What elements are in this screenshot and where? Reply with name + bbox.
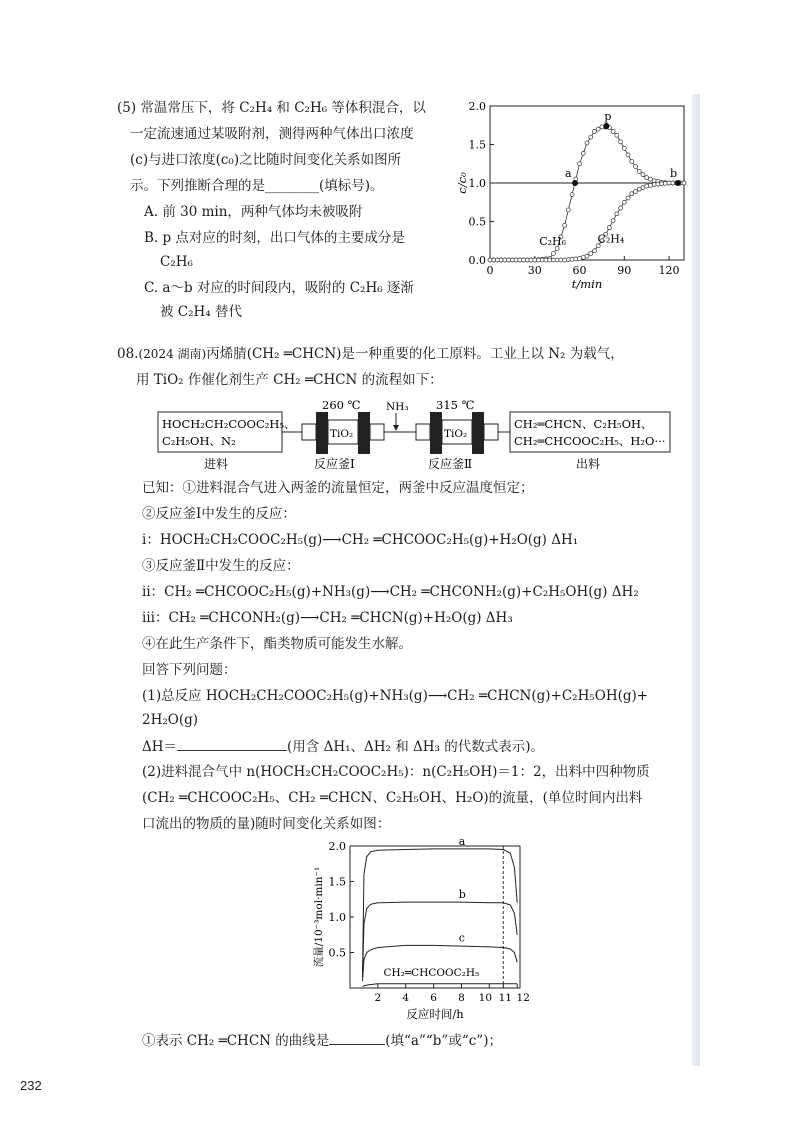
- reactor1-temp: 260 ℃: [322, 398, 361, 412]
- data-point: [574, 257, 578, 261]
- reactor1-outlet: [370, 424, 384, 440]
- product-text-1: CH₂═CHCN、C₂H₅OH、: [514, 417, 653, 431]
- data-point: [656, 182, 660, 186]
- y-tick-label: 1.0: [328, 911, 346, 924]
- data-point: [626, 196, 630, 200]
- data-point: [592, 129, 596, 133]
- key-point-a: [572, 180, 578, 186]
- dh-suffix: (用含 ΔH₁、ΔH₂ 和 ΔH₃ 的代数式表示)。: [287, 739, 545, 755]
- reactor1-label: 反应釜Ⅰ: [314, 457, 355, 471]
- y-axis-label: 流量/10⁻³mol·min⁻¹: [313, 866, 325, 968]
- x-axis-label: t/min: [571, 277, 603, 291]
- q5-option-b-cont: C₂H₆: [160, 254, 193, 270]
- series-line-0: [363, 849, 518, 974]
- product-label: 出料: [576, 457, 601, 471]
- reactor2-temp: 315 ℃: [436, 398, 475, 412]
- data-point: [611, 219, 615, 223]
- reactor2-inlet: [416, 424, 430, 440]
- data-point: [622, 200, 626, 204]
- x-tick-label: 6: [430, 992, 437, 1004]
- key-point-label: b: [670, 167, 678, 180]
- data-point: [592, 249, 596, 253]
- reactor1-inlet: [302, 424, 316, 440]
- data-point: [581, 151, 585, 155]
- y-tick-label: 0.5: [328, 946, 346, 960]
- data-point: [611, 129, 615, 133]
- annotation-ester: CH₂═CHCOOC₂H₅: [383, 966, 480, 979]
- nh3-arrowhead: [393, 425, 399, 431]
- q2-line-2: (CH₂ ═CHCOOC₂H₅、CH₂ ═CHCN、C₂H₅OH、H₂O)的流量，(单位时间内出料: [142, 790, 643, 806]
- known-1: 已知：①进料混合气进入两釜的流量恒定，两釜中反应温度恒定；: [142, 480, 534, 496]
- data-point: [645, 184, 649, 188]
- data-point: [600, 125, 604, 129]
- data-point: [589, 251, 593, 255]
- known-3: ③反应釜Ⅱ中发生的反应：: [142, 558, 300, 574]
- data-point: [578, 162, 582, 166]
- q5-option-b: B. p 点对应的时刻，出口气体的主要成分是: [144, 230, 405, 246]
- x-tick-label: 12: [516, 992, 530, 1004]
- series-label-b: b: [458, 888, 466, 902]
- q5-option-c-cont: 被 C₂H₄ 替代: [160, 304, 243, 320]
- data-point: [637, 169, 641, 173]
- q2-sub-prefix: ①表示 CH₂ ═CHCN 的曲线是: [142, 1033, 330, 1049]
- data-point: [652, 179, 656, 183]
- y-tick-label: 2.0: [468, 100, 486, 113]
- y-tick-label: 2.0: [328, 840, 346, 853]
- nh3-label: NH₃: [386, 401, 409, 413]
- data-point: [589, 135, 593, 139]
- q2-sub-1: [142, 1030, 502, 1051]
- q08-header: [117, 344, 624, 364]
- q5-line-2: 一定流速通过某吸附剂，测得两种气体出口浓度: [130, 126, 414, 142]
- x-tick-label: 2: [374, 992, 382, 1004]
- answer-blank-dh[interactable]: [177, 736, 287, 751]
- q5-line-3: (c)与进口浓度(c₀)之比随时间变化关系如图所: [130, 152, 402, 168]
- data-point: [663, 181, 667, 185]
- data-point: [563, 223, 567, 227]
- data-point: [566, 208, 570, 212]
- reactor1-catalyst: TiO₂: [330, 428, 354, 440]
- feed-text-2: C₂H₅OH、N₂: [162, 434, 236, 448]
- key-point-label: a: [565, 167, 572, 180]
- series-label-c: c: [458, 931, 465, 945]
- x-tick-label: 10: [478, 992, 493, 1004]
- reactor2-outlet: [484, 424, 498, 440]
- data-point: [630, 159, 634, 163]
- data-point: [652, 183, 656, 187]
- reactor2-flange-right: [472, 412, 484, 454]
- data-point: [570, 193, 574, 197]
- dh-prefix: ΔH＝: [142, 739, 178, 755]
- q5-option-a: A. 前 30 min，两种气体均未被吸附: [144, 204, 363, 220]
- known-2: ②反应釜Ⅰ中发生的反应：: [142, 506, 296, 522]
- data-point: [615, 212, 619, 216]
- reactor2-flange-left: [430, 412, 442, 454]
- data-point: [660, 182, 664, 186]
- data-point: [682, 181, 686, 185]
- x-tick-label: 11: [498, 992, 512, 1004]
- key-point-b: [675, 180, 681, 186]
- data-point: [622, 146, 626, 150]
- data-point: [570, 257, 574, 261]
- data-point: [630, 192, 634, 196]
- key-point-label: p: [604, 110, 612, 124]
- series-line-3: [363, 984, 518, 987]
- q08-source: (2024 湖南): [138, 347, 207, 361]
- q1-line-2: 2H₂O(g): [142, 712, 199, 728]
- reactor1-flange-left: [316, 412, 328, 454]
- feed-text-1: HOCH₂CH₂COOC₂H₅、: [162, 417, 296, 431]
- x-tick-label: 8: [458, 992, 465, 1004]
- data-point: [585, 254, 589, 258]
- series-label: C₂H₆: [539, 234, 567, 248]
- q1-line-1: (1)总反应 HOCH₂CH₂COOC₂H₅(g)+NH₃(g)⟶CH₂ ═CHCN(g)+C₂H₅OH(g)+: [142, 688, 649, 704]
- reactor2-catalyst: TiO₂: [444, 428, 468, 440]
- data-point: [596, 127, 600, 131]
- data-point: [619, 140, 623, 144]
- x-tick-label: 120: [658, 264, 680, 277]
- data-point: [615, 133, 619, 137]
- chart-concentration-ratio: [448, 96, 696, 302]
- y-tick-label: 1.5: [468, 138, 486, 152]
- y-tick-label: 1.5: [328, 875, 346, 889]
- product-text-2: CH₂═CHCOOC₂H₅、H₂O···: [514, 434, 666, 448]
- reaction-ii: ⅱ：CH₂ ═CHCOOC₂H₅(g)+NH₃(g)⟶CH₂ ═CHCONH₂(g)+C₂H₅OH(g) ΔH₂: [142, 584, 639, 600]
- x-tick-label: 0: [486, 264, 494, 277]
- reactor1-flange-right: [358, 412, 370, 454]
- q5-line-1: (5) 常温常压下，将 C₂H₄ 和 C₂H₆ 等体积混合，以: [117, 100, 426, 116]
- q2-line-3: 口流出的物质的量)随时间变化关系如图：: [142, 816, 391, 832]
- y-tick-label: 1.0: [468, 177, 486, 190]
- q08-intro-1: 丙烯腈(CH₂ ═CHCN)是一种重要的化工原料。工业上以 N₂ 为载气，: [206, 346, 624, 362]
- chart-flow-rate: [300, 836, 540, 1026]
- series-label: C₂H₄: [597, 232, 625, 246]
- q08-number: 08.: [117, 346, 139, 362]
- q5-line-4: 示。下列推断合理的是________(填标号)。: [130, 178, 384, 194]
- data-point: [563, 258, 567, 262]
- q5-option-c: C. a～b 对应的时间段内，吸附的 C₂H₆ 逐渐: [144, 280, 414, 296]
- y-tick-label: 0.5: [468, 215, 486, 229]
- x-axis-label: 反应时间/h: [406, 1007, 464, 1021]
- x-tick-label: 90: [617, 264, 632, 277]
- data-point: [607, 226, 611, 230]
- q2-sub-suffix: (填“a”“b”或“c”)；: [385, 1033, 502, 1049]
- x-tick-label: 4: [402, 992, 410, 1004]
- series-label-a: a: [458, 836, 466, 848]
- x-tick-label: 60: [572, 264, 587, 277]
- reaction-i: ⅰ：HOCH₂CH₂COOC₂H₅(g)⟶CH₂ ═CHCOOC₂H₅(g)+H₂O(g) ΔH₁: [142, 532, 579, 548]
- reactor2-label: 反应釜Ⅱ: [428, 457, 473, 471]
- reaction-iii: ⅲ：CH₂ ═CHCONH₂(g)⟶CH₂ ═CHCN(g)+H₂O(g) ΔH₃: [142, 610, 513, 626]
- q08-intro-2: 用 TiO₂ 作催化剂生产 CH₂ ═CHCN 的流程如下：: [136, 372, 443, 388]
- y-tick-label: 0.0: [468, 254, 486, 267]
- data-point: [551, 251, 555, 255]
- answer-blank-curve[interactable]: [329, 1030, 385, 1045]
- data-point: [566, 258, 570, 262]
- answer-prompt: 回答下列问题：: [142, 662, 237, 678]
- series-line-1: [490, 183, 684, 260]
- key-point-p: [603, 123, 609, 129]
- data-point: [619, 206, 623, 210]
- x-tick-label: 30: [527, 264, 542, 277]
- process-flow-diagram: [156, 398, 676, 472]
- q2-line-1: (2)进料混合气中 n(HOCH₂CH₂COOC₂H₅)：n(C₂H₅OH)＝1：2，出料中四种物质: [142, 764, 650, 780]
- known-4: ④在此生产条件下，酯类物质可能发生水解。: [142, 636, 412, 652]
- feed-label: 进料: [204, 457, 229, 471]
- data-point: [634, 189, 638, 193]
- page-number: 232: [20, 1078, 42, 1093]
- series-line-0: [490, 127, 684, 260]
- data-point: [626, 153, 630, 157]
- data-point: [585, 141, 589, 145]
- data-point: [641, 173, 645, 177]
- q1-delta-h: [142, 736, 544, 757]
- data-point: [634, 164, 638, 168]
- data-point: [648, 183, 652, 187]
- y-axis-label: c/c₀: [455, 172, 469, 194]
